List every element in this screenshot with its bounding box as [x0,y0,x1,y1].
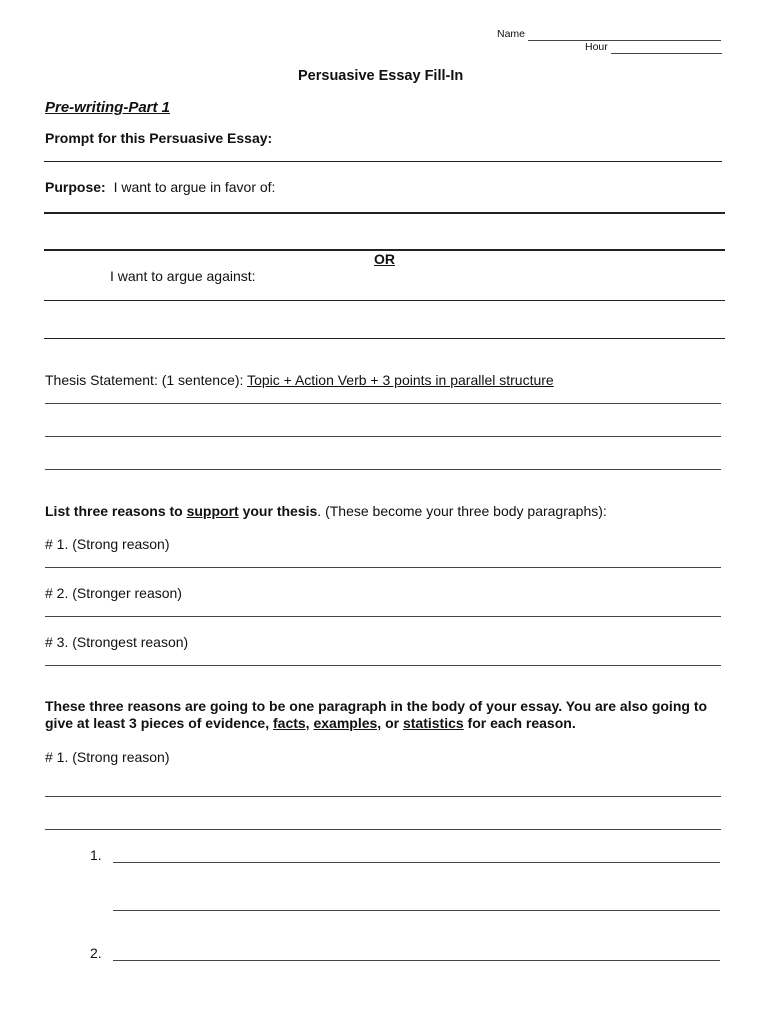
purpose-label: Purpose: [45,179,106,195]
hour-field[interactable] [611,53,722,54]
prompt-answer-line[interactable] [44,161,722,162]
purpose-against-text: I want to argue against: [110,268,256,284]
prompt-label: Prompt for this Persuasive Essay: [45,130,273,146]
evidence-intro-line-1: These three reasons are going to be one paragraph in the body of your essay. You are also going to [45,698,708,714]
or-label: OR [374,251,395,267]
evidence-item-1-line-1[interactable] [113,862,720,863]
reason-2-answer-line[interactable] [45,616,721,617]
section-heading: Pre-writing-Part 1 [45,99,171,116]
reason-1-answer-line[interactable] [45,567,721,568]
thesis-label: Thesis Statement: (1 sentence): [45,372,248,388]
reason-1-label: # 1. (Strong reason) [45,536,170,552]
evidence-intro-end: for each reason. [463,715,576,731]
reason-3-answer-line[interactable] [45,665,721,666]
reasons-intro [45,503,607,519]
evidence-item-1-number: 1. [90,847,102,863]
purpose-in-favor-text: I want to argue in favor of: [113,179,276,195]
evidence-statistics: statistics [402,715,464,731]
evidence-intro-line-2 [45,715,576,731]
reasons-intro-lead: List three reasons to [45,503,187,519]
reasons-intro-support: support [186,503,239,519]
evidence-reason-1-line-1[interactable] [45,796,721,797]
thesis-formula: Topic + Action Verb + 3 points in parallel structure [247,372,554,388]
against-answer-line-2[interactable] [44,338,725,339]
evidence-facts: facts, [273,715,310,731]
evidence-item-1-line-2[interactable] [113,910,720,911]
purpose-row [45,179,275,195]
evidence-reason-1-line-2[interactable] [45,829,721,830]
reason-2-label: # 2. (Stronger reason) [45,585,182,601]
evidence-item-2-number: 2. [90,945,102,961]
page-title: Persuasive Essay Fill-In [298,68,464,84]
name-field[interactable] [528,40,721,41]
hour-label: Hour [585,41,608,53]
evidence-examples: examples, [313,715,382,731]
in-favor-answer-line-1[interactable] [44,212,725,214]
against-answer-line-1[interactable] [44,300,725,301]
reasons-intro-note: . (These become your three body paragraphs): [317,503,607,519]
reasons-intro-thesis: your thesis [238,503,318,519]
thesis-answer-line-3[interactable] [45,469,721,470]
reason-3-label: # 3. (Strongest reason) [45,634,189,650]
thesis-answer-line-2[interactable] [45,436,721,437]
evidence-reason-1-label: # 1. (Strong reason) [45,749,170,765]
evidence-intro-lead: give at least 3 pieces of evidence, [45,715,273,731]
evidence-item-2-line-1[interactable] [113,960,720,961]
thesis-answer-line-1[interactable] [45,403,721,404]
evidence-or: or [381,715,403,731]
name-label: Name [497,28,526,40]
thesis-row [45,372,554,388]
